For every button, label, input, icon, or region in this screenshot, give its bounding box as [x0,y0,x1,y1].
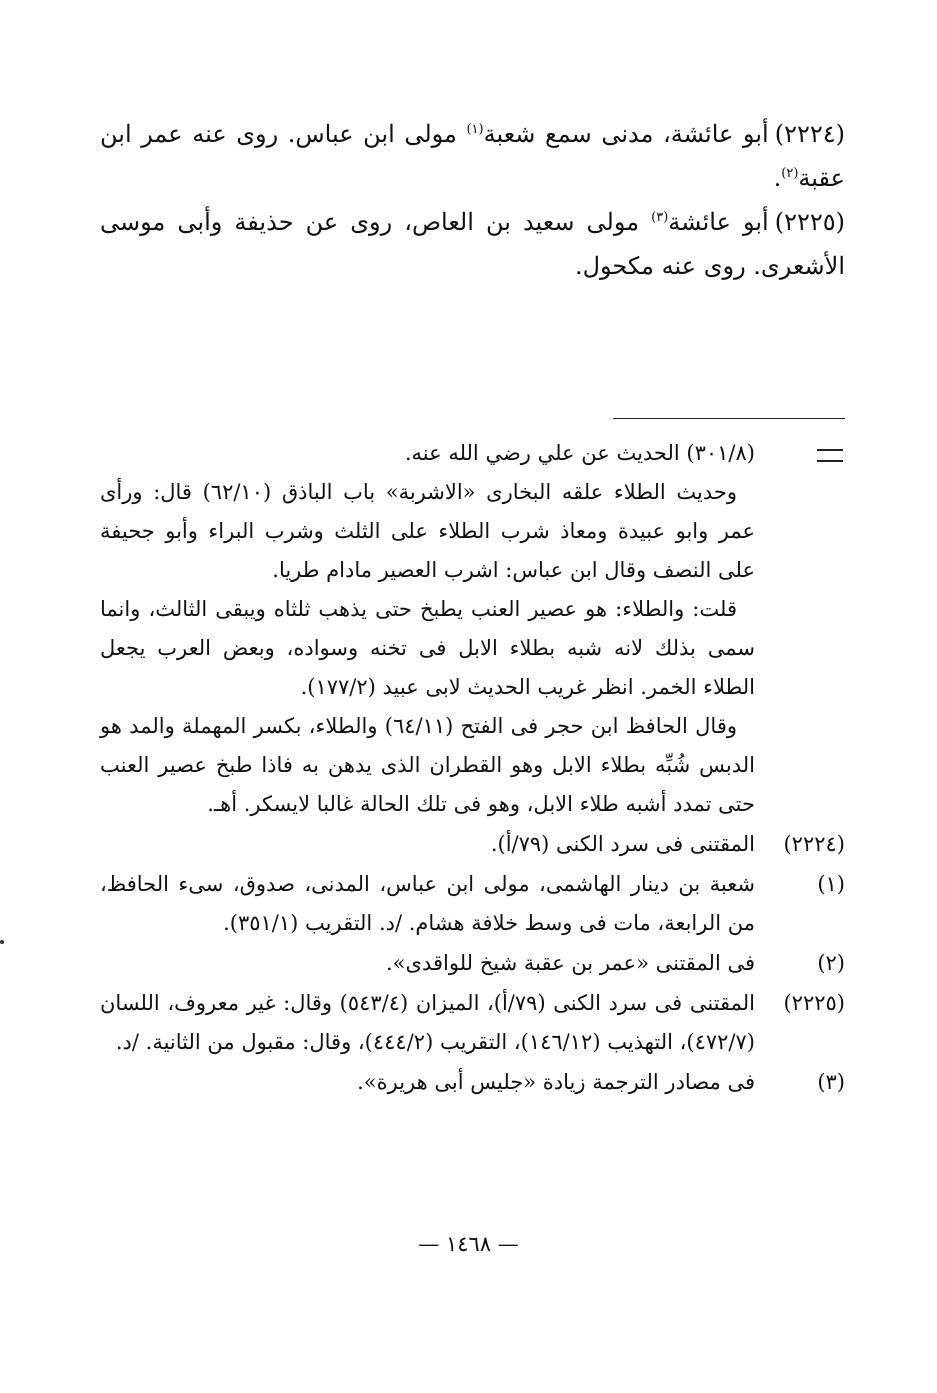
footnote-paragraph: المقتنى فى سرد الكنى (٧٩/أ). [490,832,755,856]
footnote-ref[interactable]: (٢) [781,166,799,181]
footnote-key: (٢) [817,951,845,975]
entry-2225 [100,200,845,288]
equals-mark-icon [817,449,843,462]
entry-number: (٢٢٢٥) [774,208,845,236]
footnote-paragraph: المقتنى فى سرد الكنى (٧٩/أ)، الميزان (٥٤٣/٤) وقال: غير معروف، اللسان (٤٧٢/٧)، التهذيب (١٤٦/١٢)، التقريب (٤٤٤/٢)، وقال: مقبول من الثانية. /د. [100,991,755,1054]
footnote-continuation [100,434,845,824]
footnote-key: (٢٢٢٤) [783,832,845,856]
main-text [100,112,845,288]
footnote-body [100,1063,755,1102]
entry-text: أبو عائشة، مدنى سمع شعبة [483,120,769,148]
footnote-1 [100,865,845,943]
entry-text: . [773,164,782,192]
footnote-body [100,825,755,864]
entry-text: مولى ابن عباس. روى عنه عمر ابن عقبة [100,120,845,192]
footnote-paragraph: فى المقتنى «عمر بن عقبة شيخ للواقدى». [386,951,755,975]
footnote-ref[interactable]: (١) [466,122,484,137]
footnote-body [100,944,755,983]
footnote-paragraph: قلت: والطلاء: هو عصير العنب يطبخ حتى يذهب ثلثاه ويبقى الثالث، وانما سمى بذلك لانه شبه بطلاء الابل فى تخنه وسواده، وبعض العرب يجعل الطلاء الخمر. انظر غريب الحديث لابى عبيد (١٧٧/٢). [100,597,755,699]
footnote-paragraph: وقال الحافظ ابن حجر فى الفتح (٦٤/١١) والطلاء، بكسر المهملة والمد هو الدبس شُبِّه بطلاء الابل وهو القطران الذى يدهن به فاذا طبخ عصير العنب حتى تمدد أشبه طلاء الابل، وهو فى تلك الحالة غالبا لايسكر. أهـ. [100,714,755,816]
entry-text: مولى سعيد بن العاص، روى عن حذيفة وأبى موسى الأشعرى. روى عنه مكحول. [100,208,845,280]
footnote-paragraph: فى مصادر الترجمة زيادة «جليس أبى هريرة». [357,1070,755,1094]
footnote-key: (١) [817,872,845,896]
entry-number: (٢٢٢٤) [774,120,845,148]
footnote-2 [100,944,845,983]
footnote-body [100,984,755,1062]
footnote-key: (٢٢٢٥) [783,991,845,1015]
footnote-body [100,434,755,824]
footnotes [100,434,845,1103]
footnote-separator [613,418,845,419]
footnote-body [100,865,755,943]
footnote-key: (٣) [817,1070,845,1094]
footnote-paragraph: وحديث الطلاء علقه البخارى «الاشربة» باب الباذق (٦٢/١٠) قال: ورأى عمر وابو عبيدة ومعاذ شرب الطلاء على الثلث وشرب البراء وأبو جحيفة على النصف وقال ابن عباس: اشرب العصير مادام طريا. [100,480,755,582]
footnote-ref[interactable]: (٣) [651,210,669,225]
scan-speck [0,940,4,944]
footnote-paragraph: شعبة بن دينار الهاشمى، مولى ابن عباس، المدنى، صدوق، سىء الحافظ، من الرابعة، مات فى وسط خلافة هشام. /د. التقريب (٣٥١/١). [100,872,755,935]
entry-2224 [100,112,845,200]
footnote-2224 [100,825,845,864]
entry-text: أبو عائشة [668,208,769,236]
footnote-paragraph: (٣٠١/٨) الحديث عن علي رضي الله عنه. [404,441,755,465]
footnote-3 [100,1063,845,1102]
footnote-2225 [100,984,845,1062]
page-number: — ١٤٦٨ — [418,1232,519,1256]
continuation-mark [755,434,845,475]
